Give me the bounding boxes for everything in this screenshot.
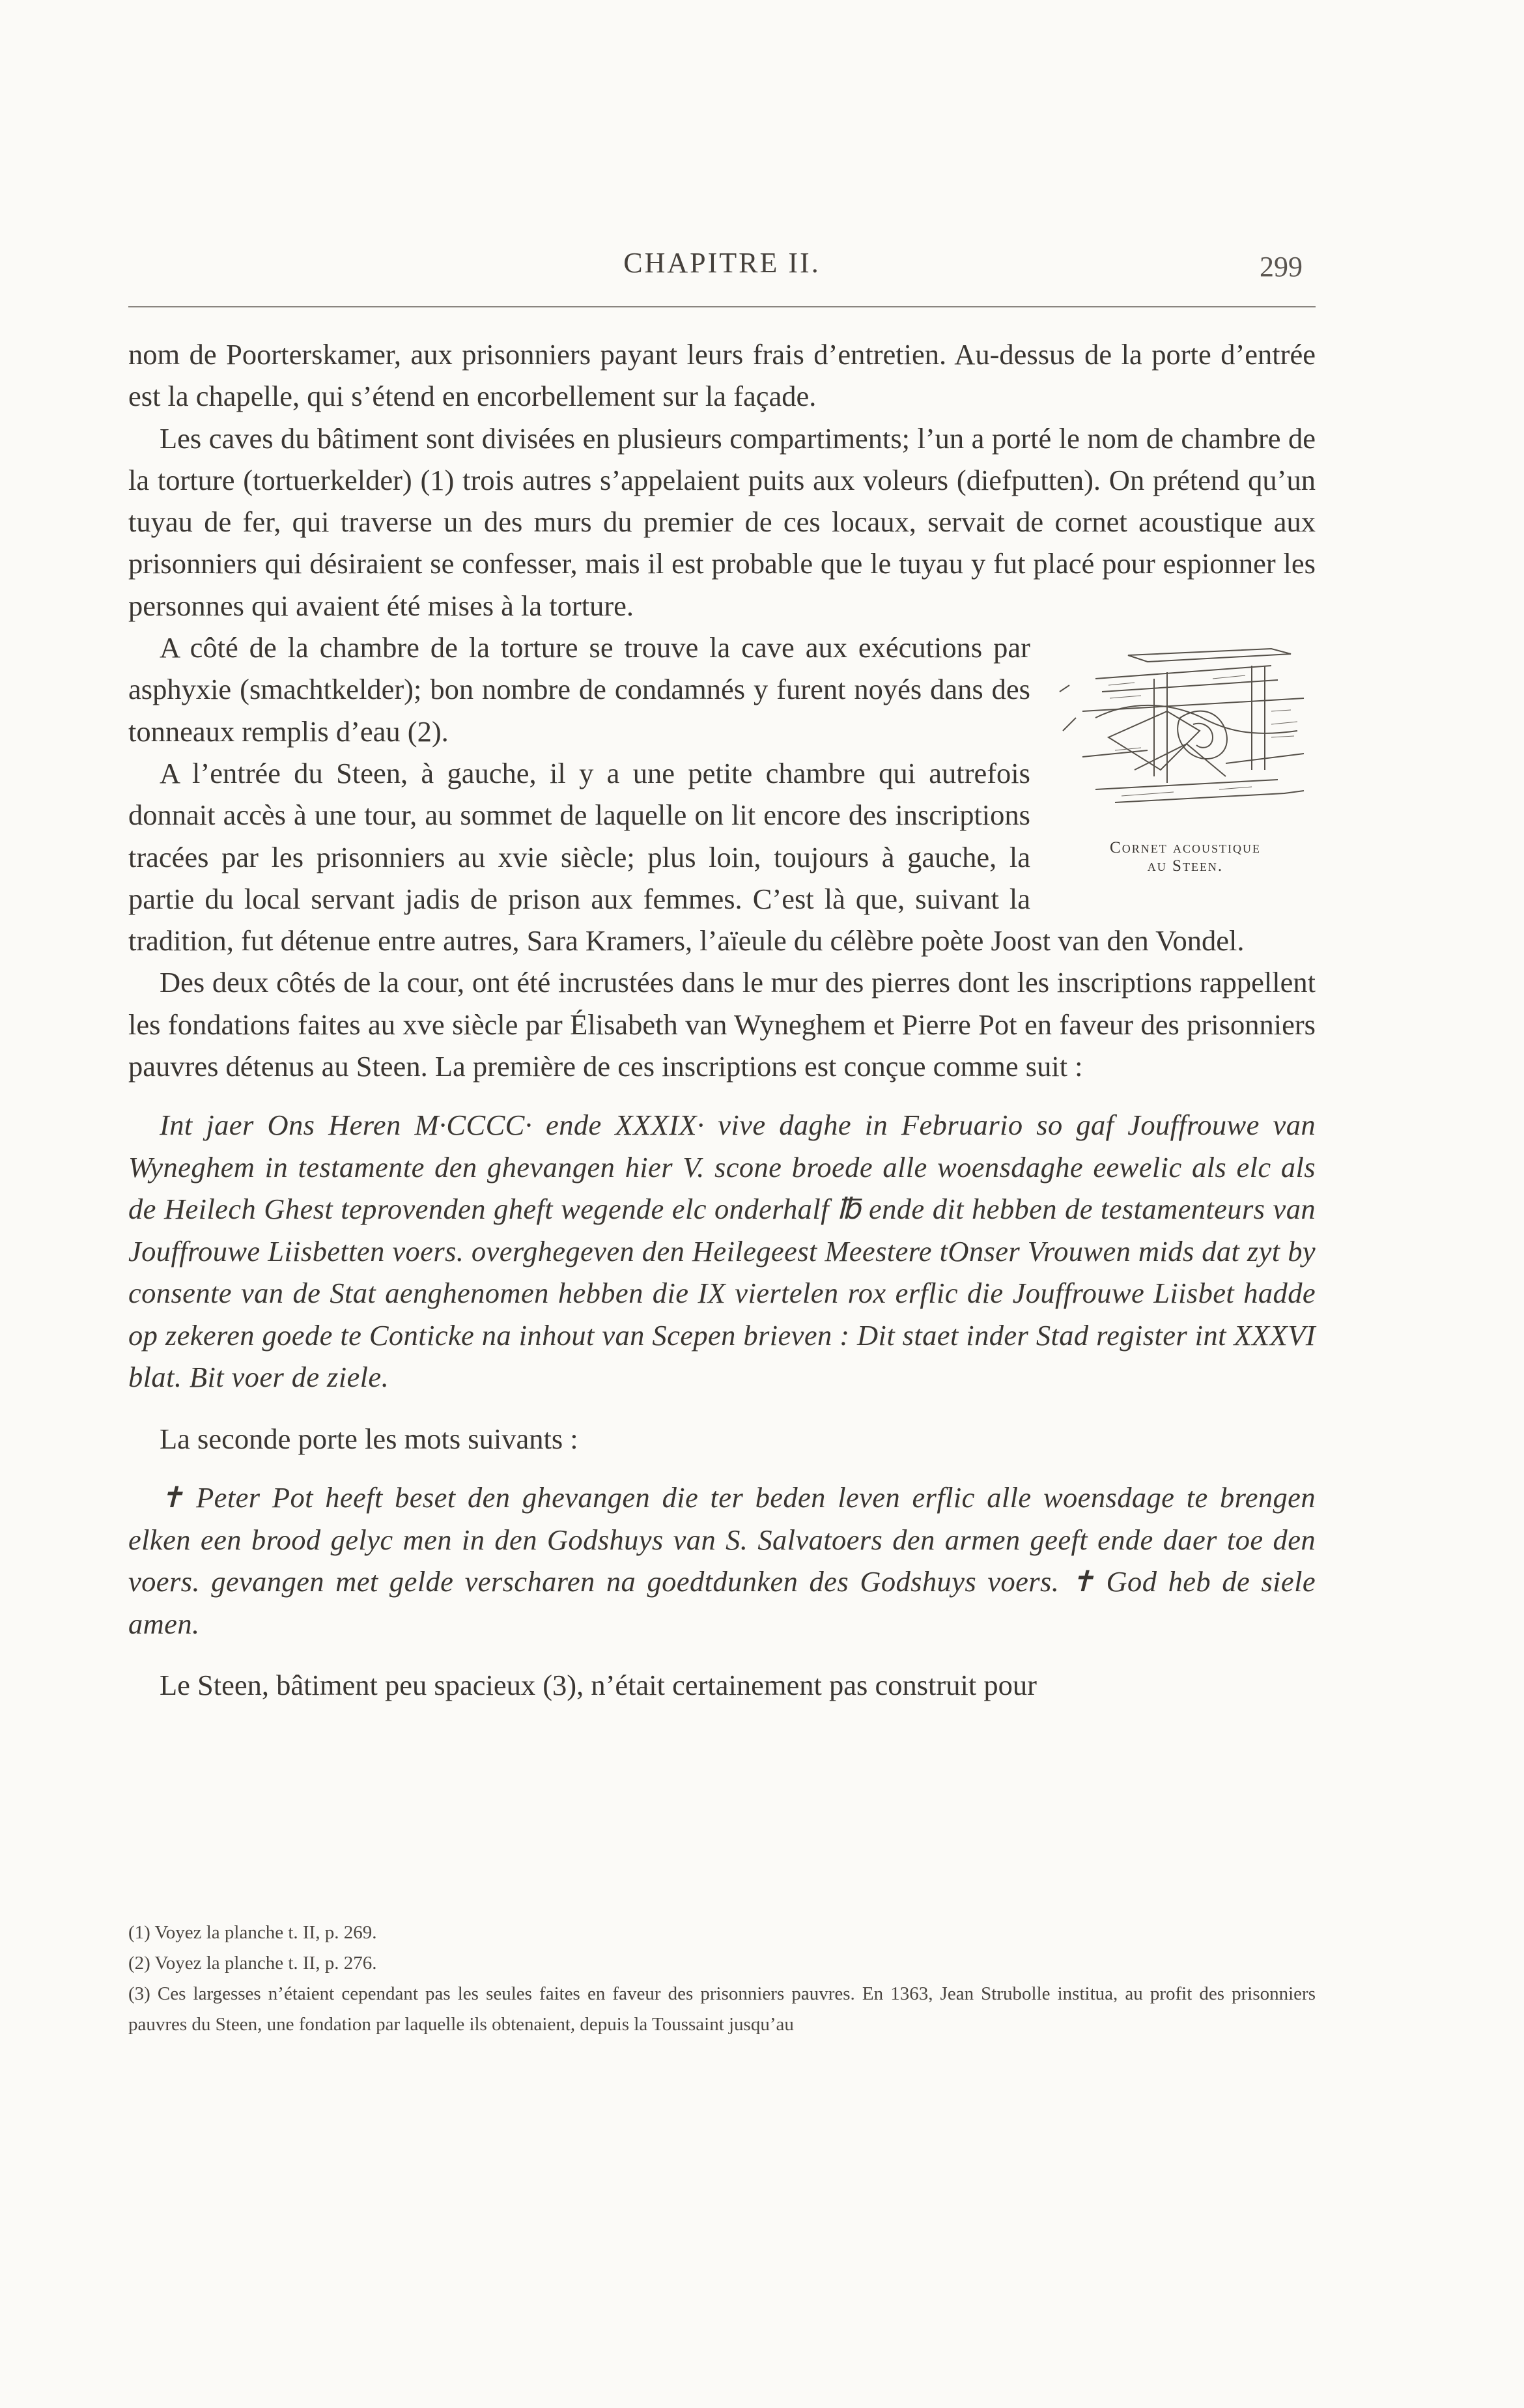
main-text [128, 333, 1316, 1706]
paragraph-6: La seconde porte les mots suivants : [160, 1422, 578, 1455]
footnotes [128, 1918, 1316, 2040]
acoustic-horn-illustration [1049, 640, 1322, 900]
acoustic-horn-drawing [1056, 640, 1317, 835]
paragraph-5: Des deux côtés de la cour, ont été incrustées dans le mur des pierres dont les inscriptions rappellent les fondations faites au xve siècle par Élisabeth van Wyneghem et Pierre Pot en faveur des prisonniers pauvres détenus au Steen. La première de ces inscriptions est conçue comme suit : [128, 966, 1316, 1083]
inscription-1: Int jaer Ons Heren M·CCCC· ende XXXIX· vive daghe in Februario so gaf Jouffrouwe van Wyneghem in testamente den ghevangen hier V. scone broede alle woensdaghe eewelic als elc als de Heilech Ghest teprovenden gheft wegende elc onderhalf ℔ ende dit hebben de testamenteurs van Jouffrouwe Liisbetten voers. overghegeven den Heilegeest Meestere tOnser Vrouwen mids dat zyt by consente van de Stat aenghenomen hebben die IX viertelen rox erflic die Jouffrouwe Liisbet hadde op zekeren goede te Conticke na inhout van Scepen brieven : Dit staet inder Stad register int XXXVI blat. Bit voer de ziele. [128, 1109, 1316, 1394]
chapter-title: CHAPITRE II. [623, 247, 821, 279]
footnote-3: (3) Ces largesses n’étaient cependant pas les seules faites en faveur des prisonniers pauvres. En 1363, Jean Strubolle institua, au profit des prisonniers pauvres du Steen, une fondation par laquelle ils obtenaient, depuis la Toussaint jusqu’au [128, 1983, 1316, 2035]
caption-line-1: Cornet acoustique [1110, 839, 1261, 857]
paragraph-1: nom de Poorterskamer, aux prisonniers payant leurs frais d’entretien. Au-dessus de la porte d’entrée est la chapelle, qui s’étend en encorbellement sur la façade. [128, 338, 1316, 413]
running-header [128, 246, 1316, 292]
paragraph-3: A côté de la chambre de la torture se trouve la cave aux exécutions par asphyxie (smachtkelder); bon nombre de condamnés y furent noyés dans des tonneaux remplis d’eau (2). [128, 631, 1030, 748]
figure-caption [1049, 839, 1322, 875]
header-rule [128, 306, 1316, 307]
inscription-2: ✝ Peter Pot heeft beset den ghevangen die ter beden leven erflic alle woensdage te brengen elken een brood gelyc men in den Godshuys van S. Salvatoers den armen geeft ende daer toe den voers. gevangen met gelde verscharen na goedtdunken des Godshuys voers. ✝ God heb de siele amen. [128, 1481, 1316, 1640]
caption-line-2: au Steen. [1147, 857, 1224, 875]
paragraph-7: Le Steen, bâtiment peu spacieux (3), n’était certainement pas construit pour [160, 1669, 1037, 1702]
footnote-1: (1) Voyez la planche t. II, p. 269. [128, 1922, 377, 1943]
paragraph-4: A l’entrée du Steen, à gauche, il y a une petite chambre qui autrefois donnait accès à une tour, au sommet de laquelle on lit encore des inscriptions tracées par les prisonniers au xvie siècle; plus loin, toujours à gauche, la partie du local servant jadis de prison aux femmes. C’est là que, suivant la tradition, fut détenue entre autres, Sara Kramers, l’aïeule du célèbre poète Joost van den Vondel. [128, 756, 1245, 957]
paragraph-2: Les caves du bâtiment sont divisées en plusieurs compartiments; l’un a porté le nom de chambre de la torture (tortuerkelder) (1) trois autres s’appelaient puits aux voleurs (diefputten). On prétend qu’un tuyau de fer, qui traverse un des murs du premier de ces locaux, servait de cornet acoustique aux prisonniers qui désiraient se confesser, mais il est probable que le tuyau y fut placé pour espionner les personnes qui avaient été mises à la torture. [128, 421, 1316, 622]
page-number: 299 [1260, 251, 1303, 283]
footnote-2: (2) Voyez la planche t. II, p. 276. [128, 1953, 377, 1974]
